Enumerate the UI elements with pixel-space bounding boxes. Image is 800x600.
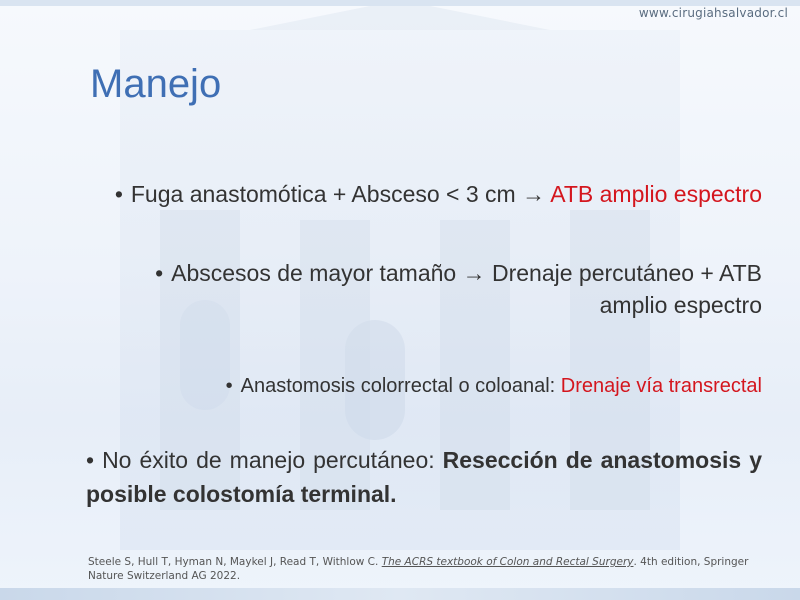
bullet-text: Abscesos de mayor tamaño [171,260,457,286]
bullet-highlight: ATB amplio espectro [550,181,762,207]
bullet-item-1 [100,178,762,210]
bullet-text: Fuga anastomótica + Absceso < 3 cm [130,181,516,207]
bullet-bold: Resección de anastomosis y posible colostomía terminal. [86,447,762,507]
bullet-item-2 [100,257,762,321]
slide-title: Manejo [90,62,222,106]
bullet-item-4 [86,443,762,511]
bullet-text: No éxito de manejo percutáneo: [102,447,443,473]
site-url: www.cirugiahsalvador.cl [638,6,788,20]
bullet-highlight: Drenaje vía transrectal [560,375,762,397]
bottom-band [0,588,800,600]
reference-authors: Steele S, Hull T, Hyman N, Maykel J, Read T, Withlow C. [88,556,382,568]
bullet-rest: Drenaje percutáneo + ATB amplio espectro [492,260,762,318]
bullet-item-3 [220,372,762,400]
reference-citation [88,555,768,583]
arrow-icon: → [462,260,486,286]
reference-edition: . 4th edition, Springer Nature Switzerland AG 2022. [88,556,749,582]
arrow-icon: → [522,181,546,207]
bullet-dot: • [225,375,233,397]
bullet-text: Anastomosis colorrectal o coloanal: [240,375,561,397]
bullet-dot: • [114,181,123,207]
bullet-dot: • [155,260,164,286]
reference-book: The ACRS textbook of Colon and Rectal Surgery [381,556,634,568]
bullet-dot: • [86,447,95,473]
